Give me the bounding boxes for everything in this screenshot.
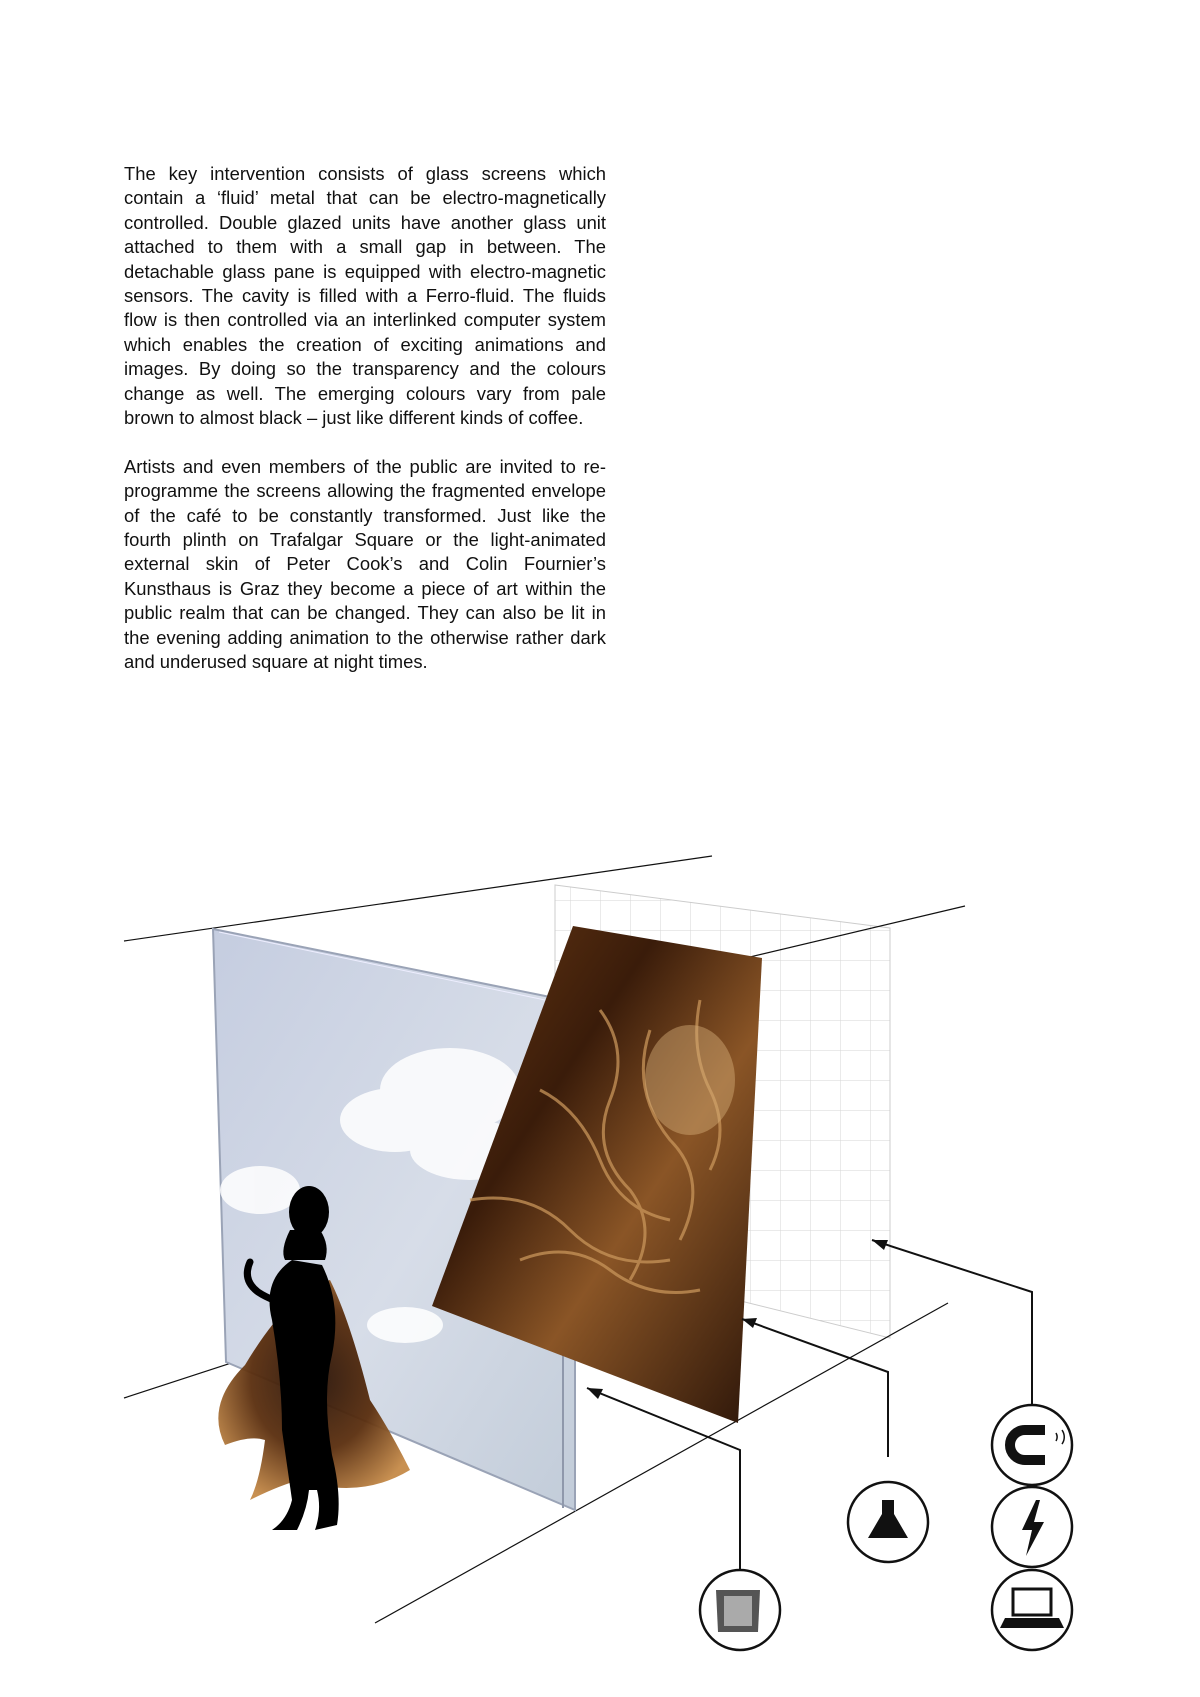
paragraph-2: Artists and even members of the public are invited to re-programme the screens allowing the fragmented envelope of the café to be constantly transformed. Just like the fourth plinth on Trafalgar Square or the light-animated external skin of Peter Cook’s and Colin Fournier’s Kunsthaus is Graz they become a piece of art within the public realm that can be changed. They can also be lit in the evening adding animation to the otherwise rather dark and underused square at night times.	[124, 455, 606, 673]
ferrofluid-flask-icon	[848, 1482, 928, 1562]
electricity-icon	[992, 1487, 1072, 1567]
glass-unit-icon	[700, 1570, 780, 1650]
paragraph-1: The key intervention consists of glass screens which contain a ‘fluid’ metal that can be electro-magnetically controlled. Double glazed units have another glass unit attached to them with a small gap in between. The detachable glass pane is equipped with electro-magnetic sensors. The cavity is filled with a Ferro-fluid. The fluids flow is then controlled via an interlinked computer system which enables the creation of exciting animations and images. By doing so the transparency and the colours change as well. The emerging colours vary from pale brown to almost black – just like different kinds of coffee.	[124, 163, 606, 429]
magnet-icon	[992, 1405, 1072, 1485]
laptop-icon	[992, 1570, 1072, 1650]
